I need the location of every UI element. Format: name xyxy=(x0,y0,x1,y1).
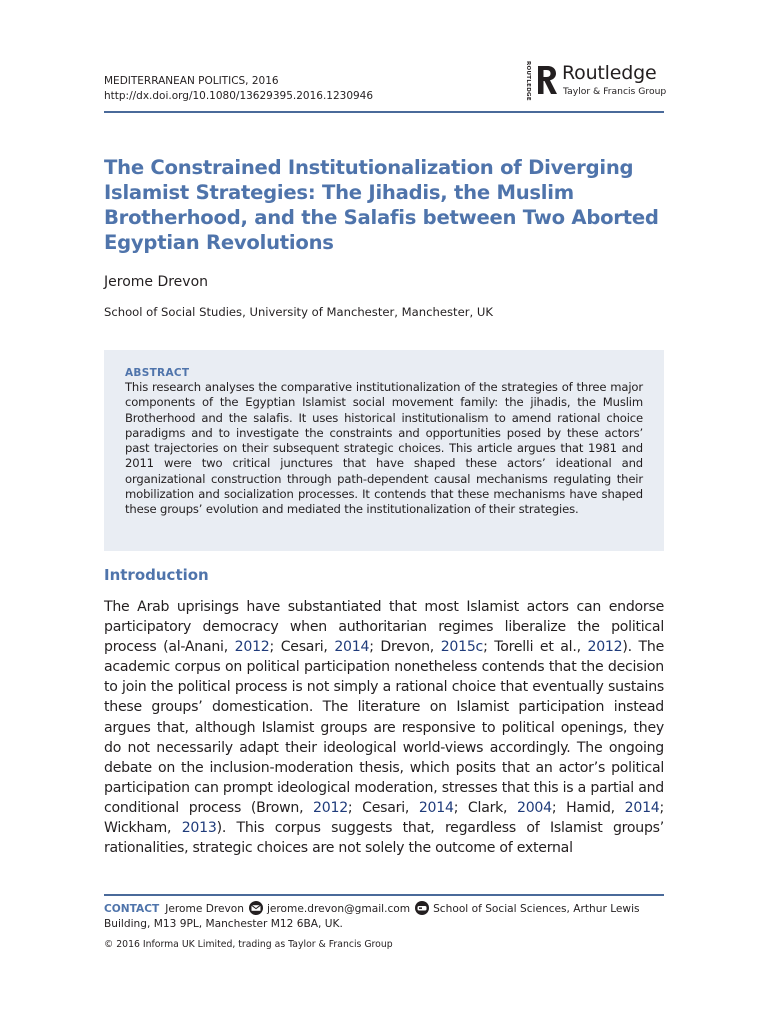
citation-link[interactable]: 2004 xyxy=(517,799,552,816)
section-heading-introduction: Introduction xyxy=(104,566,209,584)
article-title xyxy=(104,155,664,255)
abstract-box xyxy=(104,350,664,551)
footer-divider xyxy=(104,894,664,896)
body-text: The Arab uprisings have substantiated that most Islamist actors can endorse participatory democracy when authoritarian regimes liberalize the political process (al-Anani, xyxy=(104,599,664,656)
doi-link[interactable]: http://dx.doi.org/10.1080/13629395.2016.1230946 xyxy=(104,90,374,102)
envelope-icon xyxy=(248,901,264,915)
journal-name: MEDITERRANEAN POLITICS, 2016 xyxy=(104,75,279,87)
body-text: ; Clark, xyxy=(453,799,517,816)
header-divider xyxy=(104,111,664,113)
citation-link[interactable]: 2014 xyxy=(418,799,454,816)
citation-link[interactable]: 2014 xyxy=(624,799,660,816)
author-affiliation: School of Social Studies, University of Manchester, Manchester, UK xyxy=(104,305,493,319)
title-line: Brotherhood, and the Salafis between Two Aborted xyxy=(104,206,659,229)
citation-link[interactable]: 2015c xyxy=(440,639,484,656)
body-text: ; Cesari, xyxy=(269,639,335,656)
body-text: ; Drevon, xyxy=(369,639,441,656)
citation-link[interactable]: 2012 xyxy=(234,639,270,656)
logo-vertical-text: ROUTLEDGE xyxy=(525,61,531,101)
mailbox-icon xyxy=(414,901,430,915)
title-line: Egyptian Revolutions xyxy=(104,231,334,254)
contact-email[interactable]: jerome.drevon@gmail.com xyxy=(266,903,411,915)
copyright-notice: © 2016 Informa UK Limited, trading as Taylor & Francis Group xyxy=(104,939,393,950)
body-text: ; Hamid, xyxy=(551,799,625,816)
title-line: The Constrained Institutionalization of Diverging xyxy=(104,156,634,179)
citation-link[interactable]: 2013 xyxy=(181,820,217,837)
contact-name: Jerome Drevon xyxy=(165,903,244,915)
contact-address: School of Social Sciences, Arthur Lewis Building, M13 9PL, Manchester M12 6BA, UK. xyxy=(104,903,640,930)
body-text: ). The academic corpus on political participation nonetheless contends that the decision to join the political process is not simply a rational choice that eventually sustains these groups’ domestication. The literature on Islamist participation instead argues that, although Islamist groups are responsive to political openings, they do not necessarily adapt their ideological world-views accordingly. The ongoing debate on the inclusion-moderation thesis, which posits that an actor’s political participation can prompt ideological moderation, stresses that this is a partial and conditional process (Brown, xyxy=(104,639,664,816)
body-text: ). This corpus suggests that, regardless of Islamist groups’ rationalities, strategic choices are not solely the outcome of external xyxy=(104,820,664,857)
page-header xyxy=(104,61,667,112)
abstract-text: This research analyses the comparative institutionalization of the strategies of three major components of the Egyptian Islamist social movement family: the jihadis, the Muslim Brotherhood and the salafis. It uses historical institutionalism to amend rational choice paradigms and to investigate the constraints and opportunities posed by these actors’ past trajectories on their subsequent strategic choices. This article argues that 1981 and 2011 were two critical junctures that have shaped these actors’ ideational and organizational construction through path-dependent causal mechanisms regulating their mobilization and socialization processes. It contends that these mechanisms have shaped these groups’ evolution and mediated the institutionalization of their strategies. xyxy=(125,380,643,517)
body-text: ; Wickham, xyxy=(104,799,665,837)
citation-link[interactable]: 2014 xyxy=(334,639,370,656)
body-text: ; Torelli et al., xyxy=(483,639,588,656)
body-text: ; Cesari, xyxy=(347,799,419,816)
logo-name: Routledge xyxy=(562,62,657,84)
citation-link[interactable]: 2012 xyxy=(313,799,348,816)
abstract-heading: ABSTRACT xyxy=(125,367,190,379)
journal-info xyxy=(104,74,373,104)
routledge-r-icon xyxy=(536,65,558,95)
citation-link[interactable]: 2012 xyxy=(587,639,623,656)
contact-label: CONTACT xyxy=(104,903,160,915)
contact-info xyxy=(104,901,664,932)
routledge-logo xyxy=(514,61,667,101)
logo-subtitle: Taylor & Francis Group xyxy=(563,86,667,97)
intro-paragraph xyxy=(104,597,664,858)
author-name: Jerome Drevon xyxy=(104,274,209,290)
title-line: Islamist Strategies: The Jihadis, the Muslim xyxy=(104,181,574,204)
